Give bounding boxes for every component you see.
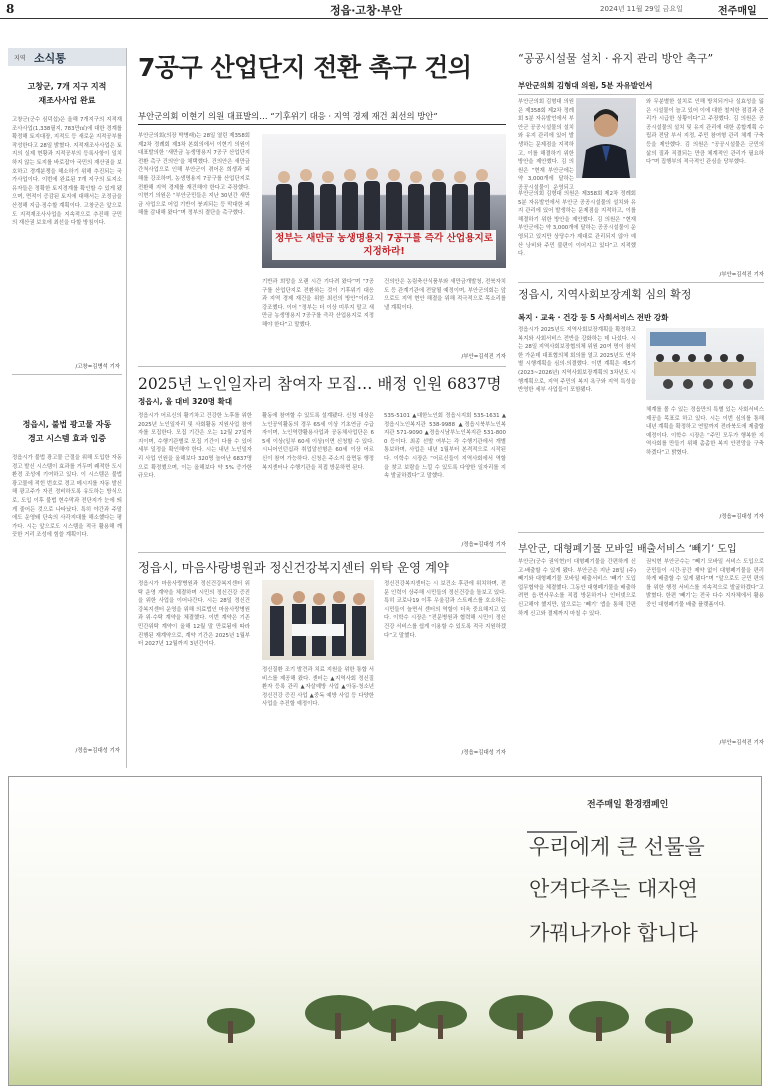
- article1-rule: [138, 124, 506, 125]
- article2-rule: [518, 94, 764, 95]
- sidebar-label-region: 지역: [14, 55, 26, 62]
- article6-headline: 부안군, 대형폐기물 모바일 배출서비스 ‘빼기’ 도입: [518, 544, 737, 555]
- article4-photo-meeting: [646, 328, 764, 400]
- article4-subhead: 복지 · 교육 · 건강 등 5 사회서비스 전반 강화: [518, 313, 669, 322]
- article4-col-right: 체계를 볼 수 있는 정읍만의 특별 있는 사회서비스 제공을 목표로 하고 있다. 시는 이번 심의를 통해 내년 계획을 확정하고 연말까지 전라북도에 제출할 예정이다. 이학수 시장은 “주민 모두가 행복한 지역사회를 만들기 위해 촘촘한 복지 안전망을 구축하겠다”고 밝혔다.: [646, 407, 764, 456]
- article2-byline: /부안=김석진 기자: [719, 272, 764, 278]
- article2-portrait-figure: [576, 98, 636, 178]
- sidebar-item-2-title-line2: 경고 시스템 효과 입증: [28, 434, 106, 443]
- paper-name: 전주매일: [718, 6, 757, 17]
- article1-byline: /부안=김석진 기자: [461, 354, 506, 360]
- article1-headline: 7공구 산업단지 전환 촉구 건의: [138, 53, 472, 82]
- sidebar-label-title: 소식통: [34, 52, 66, 65]
- article4-top-rule: [518, 282, 764, 283]
- article5-col3: 정신건강복지센터는 시 보건소 후관에 위치하며, 전문 인력이 상주해 시민들의 정신건강을 돌보고 있다. 특히 코로나19 이후 우울감과 스트레스를 호소하는 시민들이 늘면서 센터의 역할이 더욱 중요해지고 있다. 이학수 시장은 “전문병원과 협력해 시민이 정신건강 서비스를 쉽게 이용할 수 있도록 적극 지원하겠다”고 말했다.: [384, 581, 506, 639]
- article3-headline: 2025년 노인일자리 참여자 모집… 배정 인원 6837명: [138, 375, 502, 393]
- article6-col-left: 부안군(군수 권익현)이 대형폐기물을 간편하게 신고·배출할 수 있게 됐다. 부안군은 지난 28일 (주)빼기와 대형폐기물 모바일 배출서비스 ‘빼기’ 도입 업무협약을 체결했다. 그동안 대형폐기물을 배출하려면 읍·면사무소를 직접 방문하거나 인터넷으로 신고해야 했지만, 앞으로는 ‘빼기’ 앱을 통해 간편하게 신고와 결제까지 마칠 수 있다.: [518, 559, 636, 617]
- sidebar-item-2-title: [12, 418, 122, 446]
- section-title: 정읍·고창·부안: [330, 4, 403, 17]
- campaign-ad-line1: 우리에게 큰 선물을: [529, 835, 705, 859]
- article2-portrait: [576, 98, 636, 178]
- article6-byline: /부안=김석진 기자: [719, 740, 764, 746]
- article6-top-rule: [518, 532, 764, 533]
- sidebar-divider: [12, 374, 122, 375]
- article3-subhead: 정읍시, 올 대비 320명 확대: [138, 397, 233, 406]
- article5-headline: 정읍시, 마음사랑병원과 정신건강복지센터 위탁 운영 계약: [138, 560, 449, 575]
- sidebar-label-bar: [8, 48, 126, 66]
- article6-col-right: 권익현 부안군수는 “빼기 모바일 서비스 도입으로 군민들이 시간·공간 제약 없이 대형폐기물을 편리하게 배출할 수 있게 됐다”며 “앞으로도 군민 편의를 위한 행정 서비스를 지속적으로 발굴하겠다”고 밝혔다. 한편 ‘빼기’는 전국 다수 지자체에서 활용 중인 대형폐기물 배출 플랫폼이다.: [646, 559, 764, 608]
- page-number: 8: [6, 2, 15, 16]
- article1-banner-text: 정부는 새만금 농생명용지 7공구를 즉각 산업용지로 지정하라!: [275, 233, 493, 257]
- campaign-ad: [8, 776, 762, 1086]
- article3-top-rule: [138, 366, 506, 367]
- article5-byline: /정읍=김대성 기자: [461, 750, 506, 756]
- article5-photo-group: [262, 580, 374, 660]
- article1-col2: 기반과 희망을 오랜 시간 기다려 왔다”며 “7공구를 산업단지로 전환하는 것이 기후위기 대응과 지역 경제 재건을 위한 최선의 방안”이라고 강조했다. 이어 “정부는 더 이상 미루지 말고 새만금 농생명용지 7공구를 즉각 산업용지로 지정해야 한다”고 말했다.: [262, 279, 374, 328]
- article1-col3: 건의안은 농림축산식품부와 새만금개발청, 전북자치도 등 관계기관에 전달될 예정이며, 부안군의회는 앞으로도 지역 현안 해결을 위해 적극적으로 목소리를 낼 계획이다.: [384, 279, 506, 311]
- article5-col2: 정신질환 조기 발견과 치료 지원을 위한 통합 서비스를 제공해 왔다. 센터는 ▲지역사회 정신질환자 등록 관리 ▲자살예방 사업 ▲아동·청소년 정신건강 증진 사업 ▲중독 예방 사업 등 다양한 사업을 추진할 예정이다.: [262, 667, 374, 708]
- sidebar-item-1-title: [12, 80, 122, 108]
- sidebar-item-2-byline: /정읍=김대성 기자: [75, 748, 120, 754]
- article2-subhead: 부안군의회 김형대 의원, 5분 자유발언서: [518, 81, 653, 90]
- article3-byline: /정읍=김대성 기자: [461, 542, 506, 548]
- article4-col-left: 정읍시가 2025년도 지역사회보장계획을 확정하고 복지와 사회서비스 전반을 강화하는 데 나섰다. 시는 28일 지역사회보장협의체 위원 20여 명이 참석한 가운데 대표협의체 회의를 열고 2025년도 연차별 시행계획을 심의·의결했다. 이번 계획은 제5기(2023~2026년) 지역사회보장계획의 3차년도 시행계획으로, 지역 주민의 복지 욕구와 지역 특성을 반영한 세부 사업들이 포함됐다.: [518, 327, 636, 394]
- sidebar-item-2-body: 정읍시가 불법 광고물 근절을 위해 도입한 자동경고 발신 시스템이 효과를 거두며 쾌적한 도시 환경 조성에 기여하고 있다. 이 시스템은 불법 광고물에 적힌 번호로 경고 메시지를 자동 발신해 광고주가 자진 정비하도록 유도하는 방식으로, 도입 이후 불법 현수막과 전단지가 눈에 띄게 줄어든 것으로 나타났다. 특히 야간과 주말에도 운영돼 단속의 사각지대를 해소했다는 평가다. 시는 앞으로도 시스템을 적극 활용해 깨끗한 거리 조성에 힘쓸 계획이다.: [12, 455, 122, 539]
- issue-date: 2024년 11월 29일 금요일: [600, 5, 683, 13]
- article1-col1: 부안군의회(의장 박병래)는 28일 열린 제358회 제2차 정례회 제3차 본회의에서 이현기 의원이 대표발의한 ‘새만금 농생명용지 7공구 산업단지 전환 촉구 건의안’을 채택했다. 건의안은 새만금 간척사업으로 인해 부안군이 겪어온 희생과 피해를 강조하며, 농생명용지 7공구를 산업단지로 전환해 지역 경제를 재건해야 한다고 주장했다. 이현기 의원은 “부안군민들은 지난 30년간 새만금 사업으로 어업 기반이 붕괴되는 등 막대한 피해를 감내해 왔다”며 정부의 결단을 촉구했다.: [138, 133, 250, 217]
- sidebar-item-2-title-line1: 정읍시, 불법 광고물 자동: [22, 420, 112, 429]
- article5-photo: [262, 580, 374, 660]
- article3-col1: 정읍시가 어르신의 활기차고 건강한 노후를 위한 2025년 노인일자리 및 사회활동 지원사업 참여자를 모집한다. 모집 기간은 오는 12월 27일까지이며, 수행기관별로 모집 기간이 다를 수 있어 세부 일정을 확인해야 한다. 시는 내년 노인일자리 사업 인원을 올해보다 320명 늘어난 6837명으로 확정했으며, 이는 올해보다 약 5% 증가한 규모다.: [138, 413, 252, 480]
- sidebar-item-1-byline: /고창=김병석 기자: [75, 364, 120, 370]
- article4-headline: 정읍시, 지역사회보장계획 심의 확정: [518, 288, 692, 301]
- article4-byline: /정읍=김대성 기자: [719, 514, 764, 520]
- sidebar-item-1-title-line1: 고창군, 7개 지구 지적: [27, 82, 107, 91]
- article3-col3: 535-5101 ▲대한노인회 정읍시지회 535-1631 ▲정읍시노인복지관 538-9988 ▲정읍시북부노인복지관 571-9090 ▲정읍시남부노인복지관 531-8000 등이다. 최종 선발 여부는 각 수행기관에서 개별 통보하며, 사업은 내년 1월부터 본격적으로 시작된다. 이학수 시장은 “어르신들이 지역사회에서 역할을 찾고 보람을 느낄 수 있도록 다양한 일자리를 지속 발굴하겠다”고 말했다.: [384, 413, 506, 480]
- article2-col-left-bottom: 부안군의회 김형대 의원은 제358회 제2차 정례회 5분 자유발언에서 부안군 공공시설물의 설치와 유지 관리에 있어 발생하는 문제점을 지적하고, 이를 해결하기 위한 방안을 제안했다. 김 의원은 “현재 부안군에는 약 3,000개에 달하는 공공시설물이 운영되고 있지만 상당수가 제대로 관리되지 않아 예산 낭비와 주민 불편이 이어지고 있다”고 지적했다.: [518, 191, 636, 258]
- sidebar-item-1-title-line2: 재조사사업 완료: [38, 96, 96, 105]
- article5-col1: 정읍시가 마음사랑병원과 정신건강복지센터 위탁 운영 계약을 체결하며 시민의 정신건강 증진을 위한 사업을 이어나간다. 시는 28일 정신건강복지센터 운영을 위해 의료법인 마음사랑병원과 위·수탁 계약을 체결했다. 이번 계약은 기존 민간위탁 계약이 올해 12월 말 만료됨에 따라 진행된 재계약으로, 계약 기간은 2025년 1월부터 2027년 12월까지 3년간이다.: [138, 581, 250, 648]
- campaign-ad-line3: 가꿔나가야 합니다: [529, 921, 698, 945]
- article2-col-right: 와 무분별한 설치로 인해 방치되거나 실효성을 잃은 시설물이 늘고 있어 이에 대한 철저한 점검과 관리가 시급한 상황이다”고 주장했다. 김 의원은 공공시설물의 설치 및 유지 관리에 대한 종합계획 수립과 전담 부서 지정, 주민 참여형 관리 체계 구축 등을 제안했다. 김 의원은 “공공시설물은 군민의 삶의 질과 직결되는 만큼 체계적인 관리가 필요하다”며 집행부의 적극적인 관심을 당부했다.: [646, 99, 764, 166]
- campaign-ad-line2: 안겨다주는 대자연: [529, 877, 698, 901]
- article4-photo: [646, 328, 764, 400]
- article5-top-rule: [138, 552, 506, 553]
- article2-headline: “공공시설물 설치 · 유지 관리 방안 촉구”: [518, 52, 714, 65]
- article1-photo: [262, 134, 506, 268]
- article3-col2: 활동에 참여할 수 있도록 설계됐다. 신청 대상은 노인공익활동의 경우 65세 이상 기초연금 수급자이며, 노인역량활용사업과 공동체사업단은 65세 이상(일부 60세 이상)이면 신청할 수 있다. 시니어인턴십과 취업알선형은 60세 이상 어르신이 참여 가능하다. 신청은 주소지 읍면동 행정복지센터나 수행기관을 직접 방문하면 된다.: [262, 413, 374, 471]
- sidebar-item-1-body: 고창군(군수 심덕섭)은 올해 7개지구의 지적재조사사업(1,338필지, 783만㎡)에 대한 경계를 확정해 토지대장, 지적도 등 새로운 지적공부를 작성한다고 28일 밝혔다. 지적재조사사업은 토지의 실제 현황과 지적공부의 등록사항이 일치하지 않는 토지를 바로잡아 국민의 재산권을 보호하고 경계분쟁을 해소하기 위해 추진되는 국가사업이다. 이번에 완료된 7개 지구의 토지소유자들은 정확한 토지경계를 확인할 수 있게 됐으며, 면적이 증감된 토지에 대해서는 조정금을 산정해 지급·징수할 계획이다. 고창군은 앞으로도 지적재조사사업을 지속적으로 추진해 군민의 재산권 보호에 최선을 다할 방침이다.: [12, 117, 122, 227]
- campaign-ad-label: 전주매일 환경캠페인: [587, 800, 669, 810]
- article2-col-left-top: 부안군의회 김형대 의원은 제358회 제2차 정례회 5분 자유발언에서 부안군 공공시설물의 설치와 유지 관리에 있어 발생하는 문제점을 지적하고, 이를 해결하기 위한 방안을 제안했다. 김 의원은 “현재 부안군에는 약 3,000개에 달하는 공공시설물이 운영되고: [518, 99, 574, 190]
- article1-subhead: 부안군의회 이현기 의원 대표발의… “기후위기 대응 · 지역 경제 재건 최선의 방안”: [138, 111, 438, 121]
